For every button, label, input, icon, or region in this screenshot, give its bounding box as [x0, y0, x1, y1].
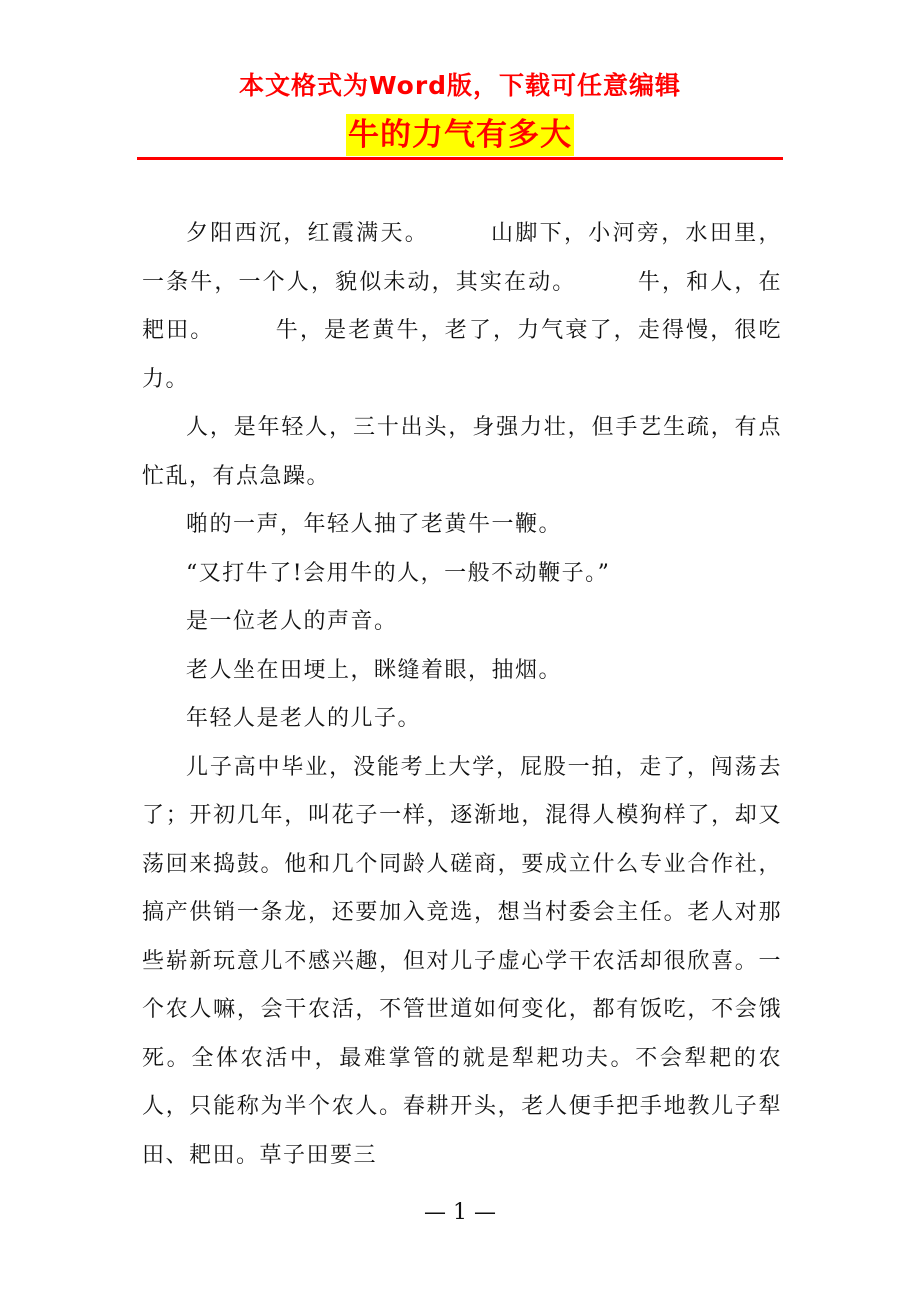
paragraph: 老人坐在田埂上，眯缝着眼，抽烟。	[186, 657, 563, 683]
paragraph: 儿子高中毕业，没能考上大学，屁股一拍，走了，闯荡去了；开初几年，叫花子一样，逐渐地，混得人模狗样了，却又荡回来捣鼓。他和几个同龄人磋商，要成立什么专业合作社，搞产供销一条龙，还要加入竞选，想当村委会主任。老人对那些崭新玩意儿不感兴趣，但对儿子虚心学干农活却很欣喜。一个农人嘛，会干农活，不管世道如何变化，都有饭吃，不会饿死。全体农活中，最难掌管的就是犁耙功夫。不会犁耙的农人，只能称为半个农人。春耕开头，老人便手把手地教儿子犁田、耙田。草子田要三	[142, 754, 782, 1168]
paragraph: 年轻人是老人的儿子。	[186, 706, 422, 731]
paragraph: 夕阳西沉，红霞满天。 山脚下，小河旁，水田里，一条牛，一个人，貌似未动，其实在动。 牛，和人，在耙田。 牛，是老黄牛，老了，力气衰了，走得慢，很吃力。	[142, 221, 782, 392]
paragraph: 人，是年轻人，三十出头，身强力壮，但手艺生疏，有点忙乱，有点急躁。	[142, 415, 782, 489]
paragraph: 是一位老人的声音。	[186, 609, 398, 634]
page-number: — 1 —	[424, 1200, 496, 1225]
paragraph: 啪的一声，年轻人抽了老黄牛一鞭。	[186, 512, 563, 537]
paragraph: “又打牛了!会用牛的人，一般不动鞭子。”	[186, 560, 611, 586]
body-text	[142, 210, 782, 1180]
title-container	[0, 114, 920, 156]
format-notice-banner: 本文格式为Word版，下载可任意编辑	[238, 71, 682, 100]
title-divider	[137, 157, 783, 160]
document-title: 牛的力气有多大	[346, 114, 574, 156]
